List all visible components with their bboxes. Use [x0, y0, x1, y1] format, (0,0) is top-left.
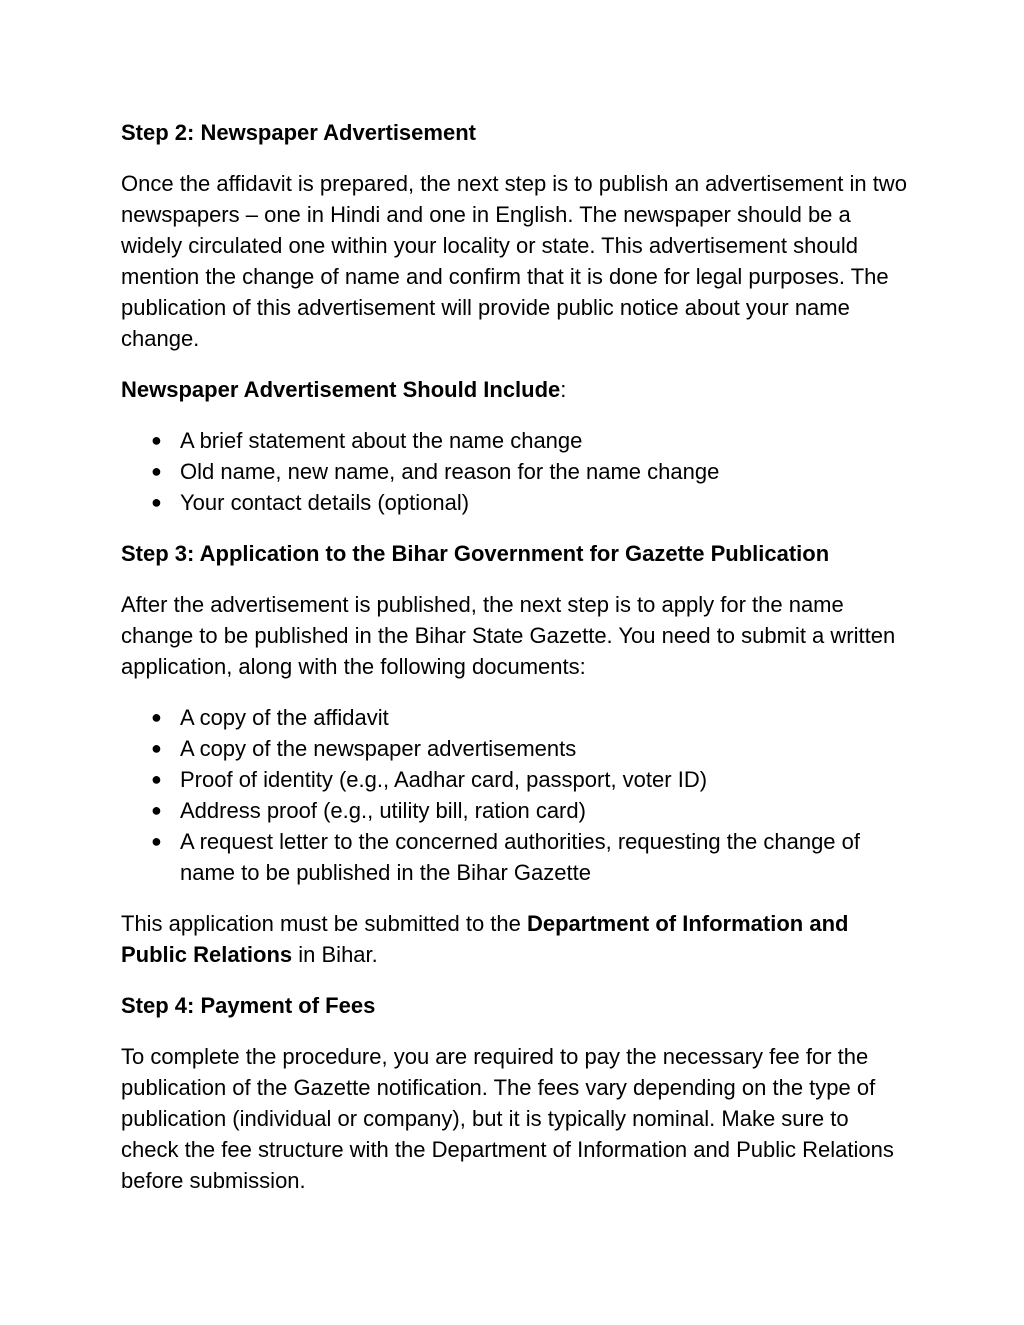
step4-heading: Step 4: Payment of Fees — [121, 993, 376, 1018]
step3-paragraph: After the advertisement is published, the next step is to apply for the name change to be published in the Bihar State Gazette. You need to submit a written application, along with the following documents: — [121, 592, 896, 679]
bullet-icon: ● — [151, 492, 162, 512]
list-item — [121, 764, 911, 795]
bullet-icon: ● — [151, 738, 162, 758]
list-item — [121, 702, 911, 733]
step2-bullet-list — [121, 425, 911, 518]
bullet-icon: ● — [151, 831, 162, 851]
list-item — [121, 826, 911, 888]
step4-paragraph: To complete the procedure, you are required to pay the necessary fee for the publication of the Gazette notification. The fees vary depending on the type of publication (individual or company), but it is typically nominal. Make sure to check the fee structure with the Department of Information and Public Relations before submission. — [121, 1044, 894, 1193]
bullet-icon: ● — [151, 769, 162, 789]
submission-prefix: This application must be submitted to the — [121, 911, 527, 936]
step3-bullet-list — [121, 702, 911, 888]
document-page — [121, 117, 911, 1196]
list-item — [121, 487, 911, 518]
list-item-text: A brief statement about the name change — [180, 428, 583, 453]
list-item — [121, 456, 911, 487]
step3-heading: Step 3: Application to the Bihar Government for Gazette Publication — [121, 541, 830, 566]
list-item-text: A copy of the affidavit — [180, 705, 389, 730]
list-item — [121, 733, 911, 764]
list-item-text: Proof of identity (e.g., Aadhar card, passport, voter ID) — [180, 767, 708, 792]
bullet-icon: ● — [151, 800, 162, 820]
step2-paragraph: Once the affidavit is prepared, the next step is to publish an advertisement in two newspapers – one in Hindi and one in English. The newspaper should be a widely circulated one within your locality or state. This advertisement should mention the change of name and confirm that it is done for legal purposes. The publication of this advertisement will provide public notice about your name change. — [121, 171, 907, 351]
list-item-text: A request letter to the concerned authorities, requesting the change of name to be published in the Bihar Gazette — [180, 829, 861, 885]
bullet-icon: ● — [151, 461, 162, 481]
list-item-text: Old name, new name, and reason for the name change — [180, 459, 720, 484]
list-item — [121, 425, 911, 456]
submission-suffix: in Bihar. — [292, 942, 378, 967]
bullet-icon: ● — [151, 707, 162, 727]
submission-paragraph — [121, 908, 911, 970]
list-item — [121, 795, 911, 826]
include-colon: : — [560, 377, 567, 402]
bullet-icon: ● — [151, 430, 162, 450]
include-label-line — [121, 374, 911, 405]
list-item-text: Address proof (e.g., utility bill, ration card) — [180, 798, 586, 823]
include-label: Newspaper Advertisement Should Include — [121, 377, 561, 402]
step2-heading: Step 2: Newspaper Advertisement — [121, 120, 476, 145]
list-item-text: A copy of the newspaper advertisements — [180, 736, 577, 761]
department-name: Department of Information and Public Relations — [121, 911, 849, 967]
list-item-text: Your contact details (optional) — [180, 490, 470, 515]
